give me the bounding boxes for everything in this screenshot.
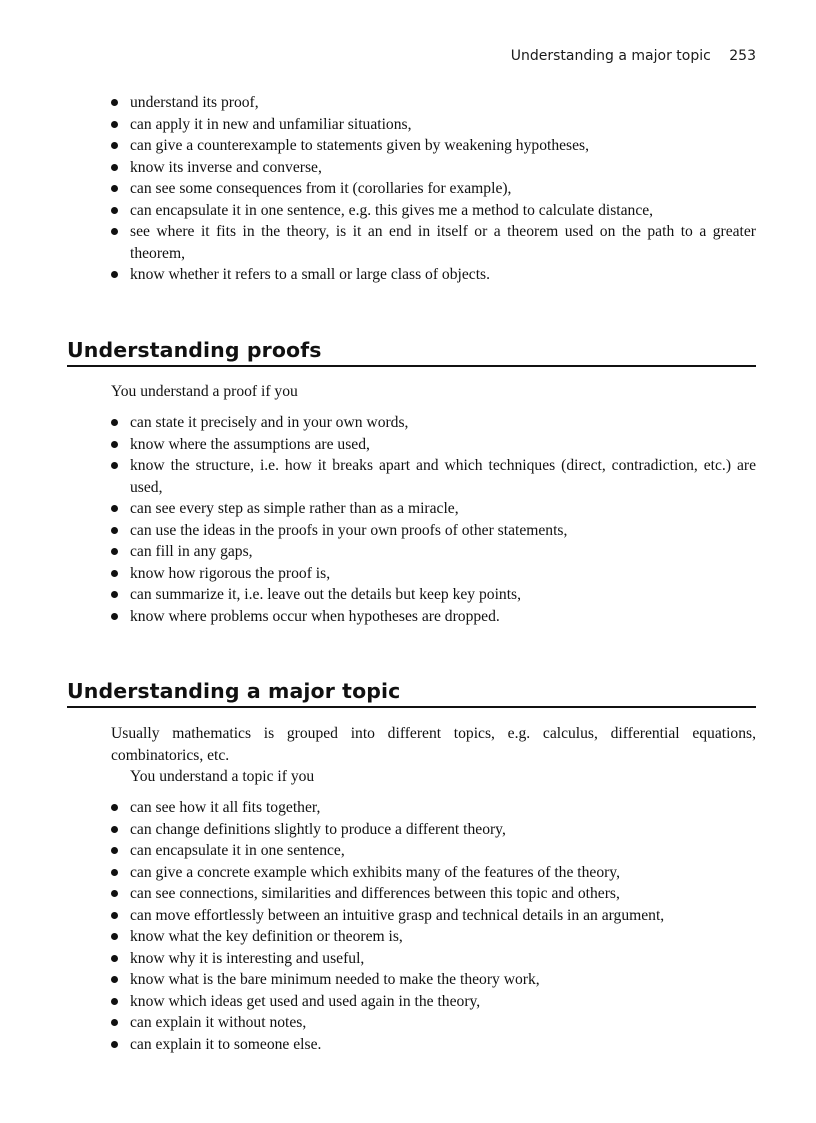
page-number: 253 [729, 48, 756, 64]
list-item: know where problems occur when hypotheses are dropped. [111, 606, 756, 628]
bullet-icon [111, 271, 118, 278]
list-item: know what is the bare minimum needed to make the theory work, [111, 969, 756, 991]
topic-list [111, 797, 756, 1055]
bullet-icon [111, 804, 118, 811]
bullet-icon [111, 570, 118, 577]
list-item: can use the ideas in the proofs in your own proofs of other statements, [111, 520, 756, 542]
list-item: can state it precisely and in your own words, [111, 412, 756, 434]
proofs-list [111, 412, 756, 627]
list-item: know how rigorous the proof is, [111, 563, 756, 585]
topic-intro-2: You understand a topic if you [130, 768, 315, 785]
list-item: can encapsulate it in one sentence, [111, 840, 756, 862]
bullet-icon [111, 955, 118, 962]
topic-intro: Usually mathematics is grouped into different topics, e.g. calculus, differential equations, combinatorics, etc. [111, 725, 756, 764]
bullet-icon [111, 976, 118, 983]
theorem-understanding-list [111, 92, 756, 286]
bullet-icon [111, 505, 118, 512]
bullet-icon [111, 613, 118, 620]
bullet-icon [111, 826, 118, 833]
list-item: know which ideas get used and used again in the theory, [111, 991, 756, 1013]
bullet-icon [111, 185, 118, 192]
list-item: can give a counterexample to statements given by weakening hypotheses, [111, 135, 756, 157]
bullet-icon [111, 164, 118, 171]
list-item: can apply it in new and unfamiliar situations, [111, 114, 756, 136]
bullet-icon [111, 121, 118, 128]
list-item: know what the key definition or theorem is, [111, 926, 756, 948]
bullet-icon [111, 869, 118, 876]
bullet-icon [111, 419, 118, 426]
list-item: can see some consequences from it (corollaries for example), [111, 178, 756, 200]
bullet-icon [111, 441, 118, 448]
bullet-icon [111, 207, 118, 214]
bullet-icon [111, 1041, 118, 1048]
list-item: can summarize it, i.e. leave out the details but keep key points, [111, 584, 756, 606]
list-item: can change definitions slightly to produce a different theory, [111, 819, 756, 841]
proofs-intro: You understand a proof if you [111, 383, 298, 400]
bullet-icon [111, 933, 118, 940]
running-head [511, 48, 756, 64]
bullet-icon [111, 462, 118, 469]
section-heading-major-topic: Understanding a major topic [67, 679, 756, 708]
running-head-title: Understanding a major topic [510, 48, 711, 64]
bullet-icon [111, 228, 118, 235]
list-item: can see every step as simple rather than as a miracle, [111, 498, 756, 520]
list-item: see where it fits in the theory, is it an end in itself or a theorem used on the path to a greater theorem, [111, 221, 756, 264]
bullet-icon [111, 99, 118, 106]
list-item: can give a concrete example which exhibits many of the features of the theory, [111, 862, 756, 884]
list-item: can move effortlessly between an intuitive grasp and technical details in an argument, [111, 905, 756, 927]
list-item: know its inverse and converse, [111, 157, 756, 179]
list-item: know why it is interesting and useful, [111, 948, 756, 970]
bullet-icon [111, 847, 118, 854]
bullet-icon [111, 1019, 118, 1026]
list-item: know where the assumptions are used, [111, 434, 756, 456]
bullet-icon [111, 912, 118, 919]
bullet-icon [111, 527, 118, 534]
bullet-icon [111, 142, 118, 149]
list-item: know the structure, i.e. how it breaks apart and which techniques (direct, contradiction, etc.) are used, [111, 455, 756, 498]
list-item: can see how it all fits together, [111, 797, 756, 819]
list-item: can fill in any gaps, [111, 541, 756, 563]
list-item: understand its proof, [111, 92, 756, 114]
list-item: know whether it refers to a small or large class of objects. [111, 264, 756, 286]
list-item: can explain it without notes, [111, 1012, 756, 1034]
bullet-icon [111, 998, 118, 1005]
bullet-icon [111, 890, 118, 897]
bullet-icon [111, 591, 118, 598]
list-item: can encapsulate it in one sentence, e.g. this gives me a method to calculate distance, [111, 200, 756, 222]
list-item: can see connections, similarities and differences between this topic and others, [111, 883, 756, 905]
section-heading-proofs: Understanding proofs [67, 338, 756, 367]
list-item: can explain it to someone else. [111, 1034, 756, 1056]
bullet-icon [111, 548, 118, 555]
